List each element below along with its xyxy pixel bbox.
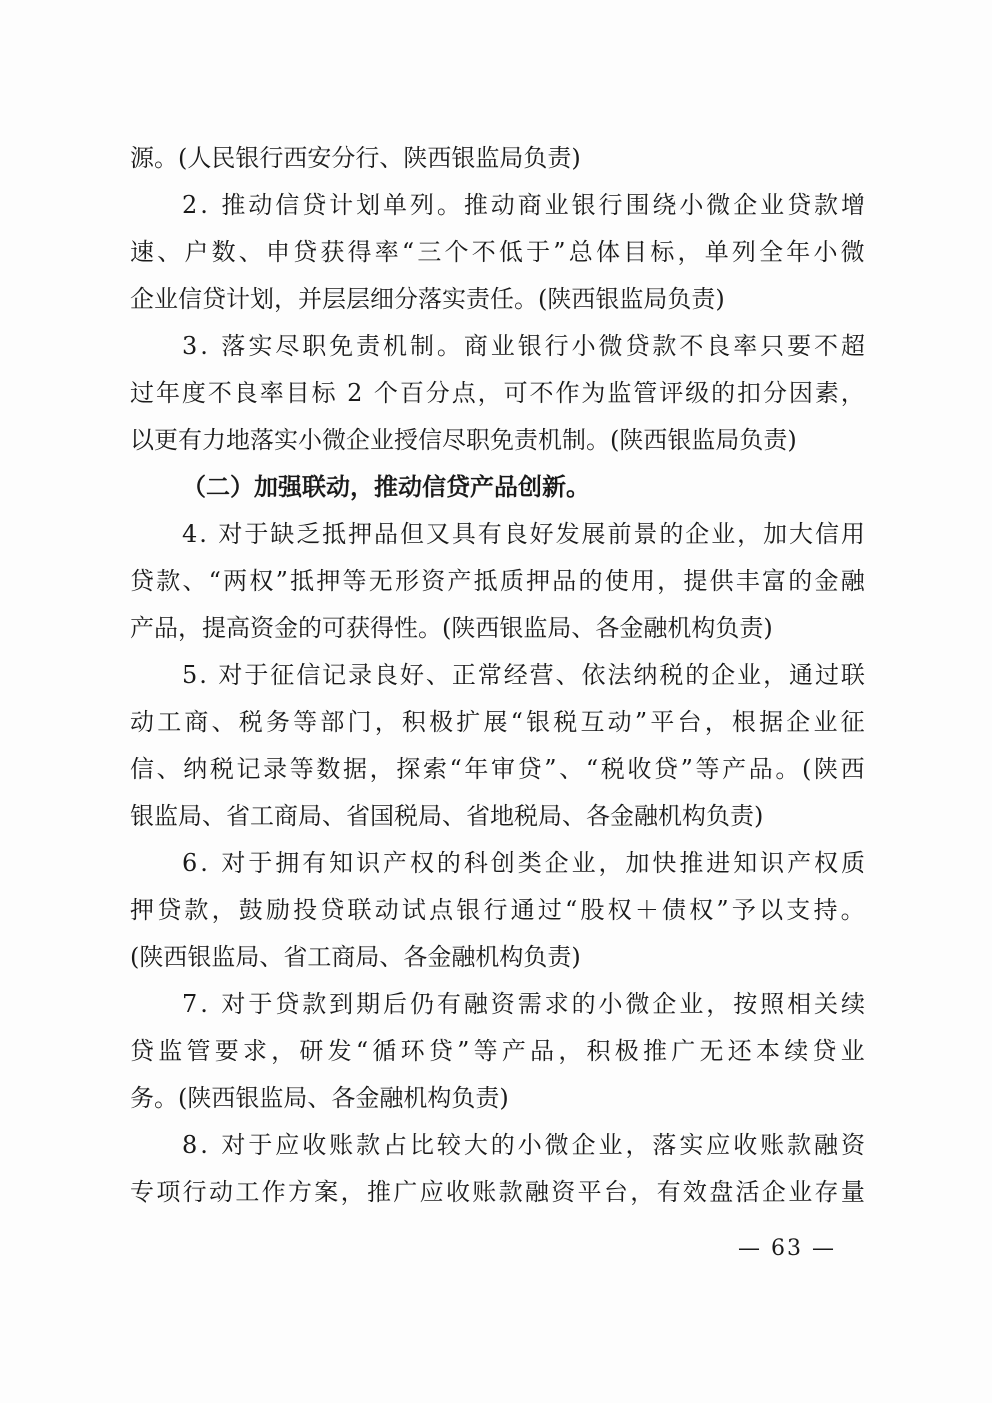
text-line: 专 项 行 动 工 作 方 案 ， 推 广 应 收 账 款 融 资 平 台 ， 有 效 盘 活 企 业 存 量 bbox=[130, 1178, 865, 1206]
text-line: 企业信贷计划，并层层细分落实责任。(陕西银监局负责) bbox=[130, 285, 725, 313]
text-line: 3 . 落 实 尽 职 免 责 机 制 。 商 业 银 行 小 微 贷 款 不 良 率 只 要 不 超 bbox=[182, 332, 865, 360]
text-line: 务。(陕西银监局、各金融机构负责) bbox=[130, 1084, 509, 1112]
text-line: 贷 监 管 要 求 ， 研 发 “ 循 环 贷 ” 等 产 品 ， 积 极 推 广 无 还 本 续 贷 业 bbox=[130, 1037, 865, 1065]
text-line: 押 贷 款 ， 鼓 励 投 贷 联 动 试 点 银 行 通 过 “ 股 权 ＋ 债 权 ” 予 以 支 持 。 bbox=[130, 896, 865, 924]
text-line: 4 . 对 于 缺 乏 抵 押 品 但 又 具 有 良 好 发 展 前 景 的 企 业 ， 加 大 信 用 bbox=[182, 520, 865, 548]
text-line: 5 . 对 于 征 信 记 录 良 好 、 正 常 经 营 、 依 法 纳 税 的 企 业 ， 通 过 联 bbox=[182, 661, 865, 689]
text-line: 速 、 户 数 、 申 贷 获 得 率 “ 三 个 不 低 于 ” 总 体 目 标 ， 单 列 全 年 小 微 bbox=[130, 238, 865, 266]
text-line: 7 . 对 于 贷 款 到 期 后 仍 有 融 资 需 求 的 小 微 企 业 ， 按 照 相 关 续 bbox=[182, 990, 865, 1018]
text-line: 6 . 对 于 拥 有 知 识 产 权 的 科 创 类 企 业 ， 加 快 推 进 知 识 产 权 质 bbox=[182, 849, 865, 877]
body-text bbox=[130, 135, 865, 1216]
text-line: 8 . 对 于 应 收 账 款 占 比 较 大 的 小 微 企 业 ， 落 实 应 收 账 款 融 资 bbox=[182, 1131, 865, 1159]
text-line: 源。(人民银行西安分行、陕西银监局负责) bbox=[130, 144, 581, 172]
text-line: 贷 款 、 “ 两 权 ” 抵 押 等 无 形 资 产 抵 质 押 品 的 使 用 ， 提 供 丰 富 的 金 融 bbox=[130, 567, 865, 595]
page-number: — 63 — bbox=[738, 1236, 836, 1261]
text-line: 2 . 推 动 信 贷 计 划 单 列 。 推 动 商 业 银 行 围 绕 小 微 企 业 贷 款 增 bbox=[182, 191, 865, 219]
text-line: 产品，提高资金的可获得性。(陕西银监局、各金融机构负责) bbox=[130, 614, 773, 642]
text-line: 以更有力地落实小微企业授信尽职免责机制。(陕西银监局负责) bbox=[130, 426, 797, 454]
text-line: 信 、 纳 税 记 录 等 数 据 ， 探 索 “ 年 审 贷 ” 、 “ 税 收 贷 ” 等 产 品 。 ( 陕 西 bbox=[130, 755, 865, 783]
text-line: 动 工 商 、 税 务 等 部 门 ， 积 极 扩 展 “ 银 税 互 动 ” 平 台 ， 根 据 企 业 征 bbox=[130, 708, 865, 736]
text-line: 过 年 度 不 良 率 目 标 2 个 百 分 点 ， 可 不 作 为 监 管 评 级 的 扣 分 因 素 ， bbox=[130, 379, 865, 407]
section-heading: （二）加强联动，推动信贷产品创新。 bbox=[182, 473, 590, 501]
text-line: 银监局、省工商局、省国税局、省地税局、各金融机构负责) bbox=[130, 802, 764, 830]
text-line: (陕西银监局、省工商局、各金融机构负责) bbox=[130, 943, 581, 971]
